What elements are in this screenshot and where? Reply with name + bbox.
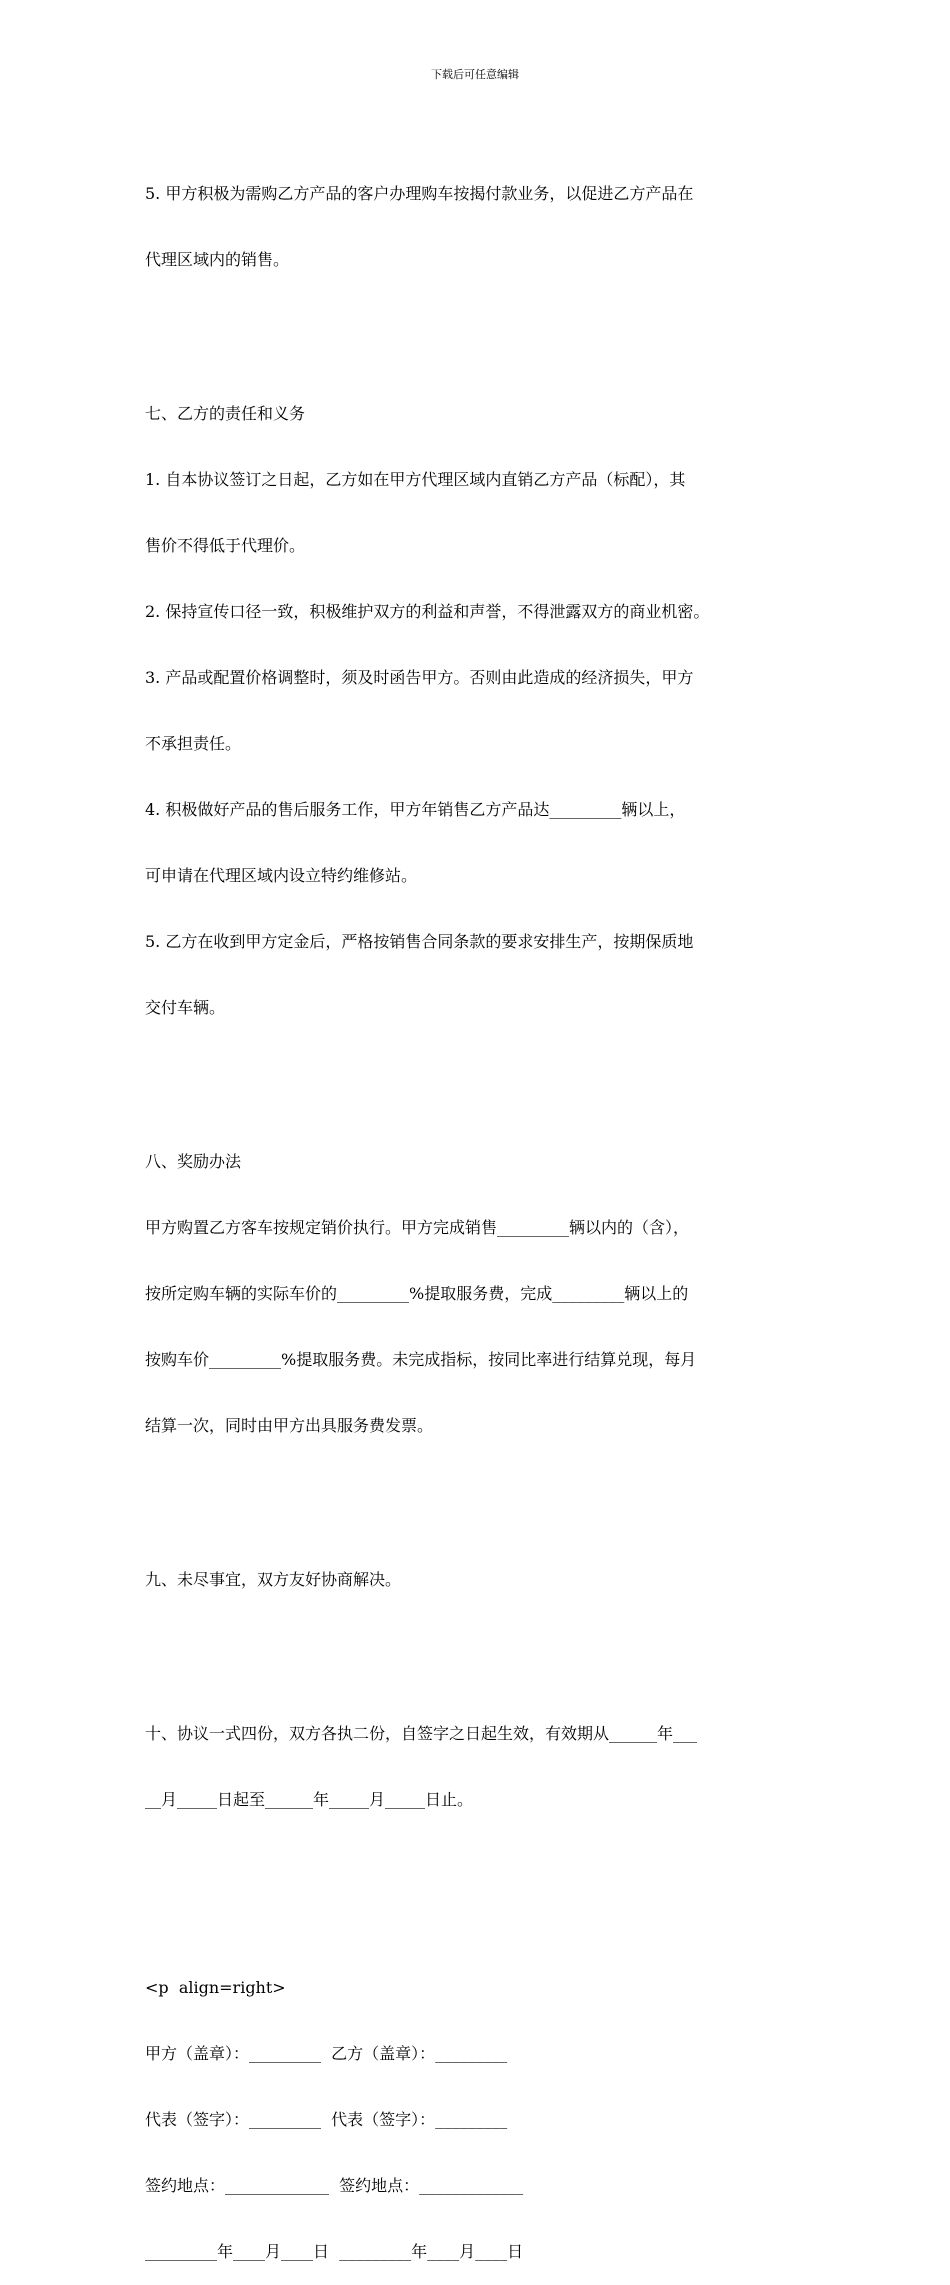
section8-line: 按购车价_________%提取服务费。未完成指标，按同比率进行结算兑现，每月 bbox=[145, 1350, 697, 1369]
section10-line2: __月_____日起至______年_____月_____日止。 bbox=[145, 1790, 474, 1809]
signature-line: 签约地点：_____________ 签约地点：_____________ bbox=[145, 2176, 524, 2195]
signature-tag-text: <p align=right> bbox=[145, 1978, 286, 1997]
section7-line: 售价不得低于代理价。 bbox=[145, 536, 306, 555]
section10-line1: 十、协议一式四份，双方各执二份，自签字之日起生效，有效期从______年___ bbox=[145, 1724, 698, 1743]
section8-line: 甲方购置乙方客车按规定销价执行。甲方完成销售_________辆以内的（含）， bbox=[145, 1218, 690, 1237]
section6-item5-line2: 代理区域内的销售。 bbox=[145, 250, 290, 269]
signature-line: _________年____月____日 _________年____月____日 bbox=[145, 2242, 524, 2261]
section7-title: 七、乙方的责任和义务 bbox=[145, 404, 306, 423]
section7-line: 1. 自本协议签订之日起，乙方如在甲方代理区域内直销乙方产品（标配），其 bbox=[145, 470, 686, 489]
section8-title: 八、奖励办法 bbox=[145, 1152, 242, 1171]
page-header: 下载后可任意编辑 bbox=[431, 68, 519, 81]
section7-line: 交付车辆。 bbox=[145, 998, 226, 1017]
section7-line: 可申请在代理区域内设立特约维修站。 bbox=[145, 866, 418, 885]
section7-line: 4. 积极做好产品的售后服务工作，甲方年销售乙方产品达_________辆以上， bbox=[145, 800, 686, 819]
section9: 九、未尽事宜，双方友好协商解决。 bbox=[145, 1570, 402, 1589]
signature-line: 代表（签字）：_________ 代表（签字）：_________ bbox=[145, 2110, 508, 2129]
section7-line: 2. 保持宣传口径一致，积极维护双方的利益和声誉，不得泄露双方的商业机密。 bbox=[145, 602, 710, 621]
section7-line: 不承担责任。 bbox=[145, 734, 242, 753]
signature-line: 甲方（盖章）：_________ 乙方（盖章）：_________ bbox=[145, 2044, 508, 2063]
section8-line: 结算一次，同时由甲方出具服务费发票。 bbox=[145, 1416, 434, 1435]
section7-line: 5. 乙方在收到甲方定金后，严格按销售合同条款的要求安排生产，按期保质地 bbox=[145, 932, 694, 951]
section6-item5-line1: 5. 甲方积极为需购乙方产品的客户办理购车按揭付款业务，以促进乙方产品在 bbox=[145, 184, 694, 203]
section8-line: 按所定购车辆的实际车价的_________%提取服务费，完成_________辆以上的 bbox=[145, 1284, 689, 1303]
section7-line: 3. 产品或配置价格调整时，须及时函告甲方。否则由此造成的经济损失，甲方 bbox=[145, 668, 694, 687]
document-body bbox=[145, 139, 825, 2285]
